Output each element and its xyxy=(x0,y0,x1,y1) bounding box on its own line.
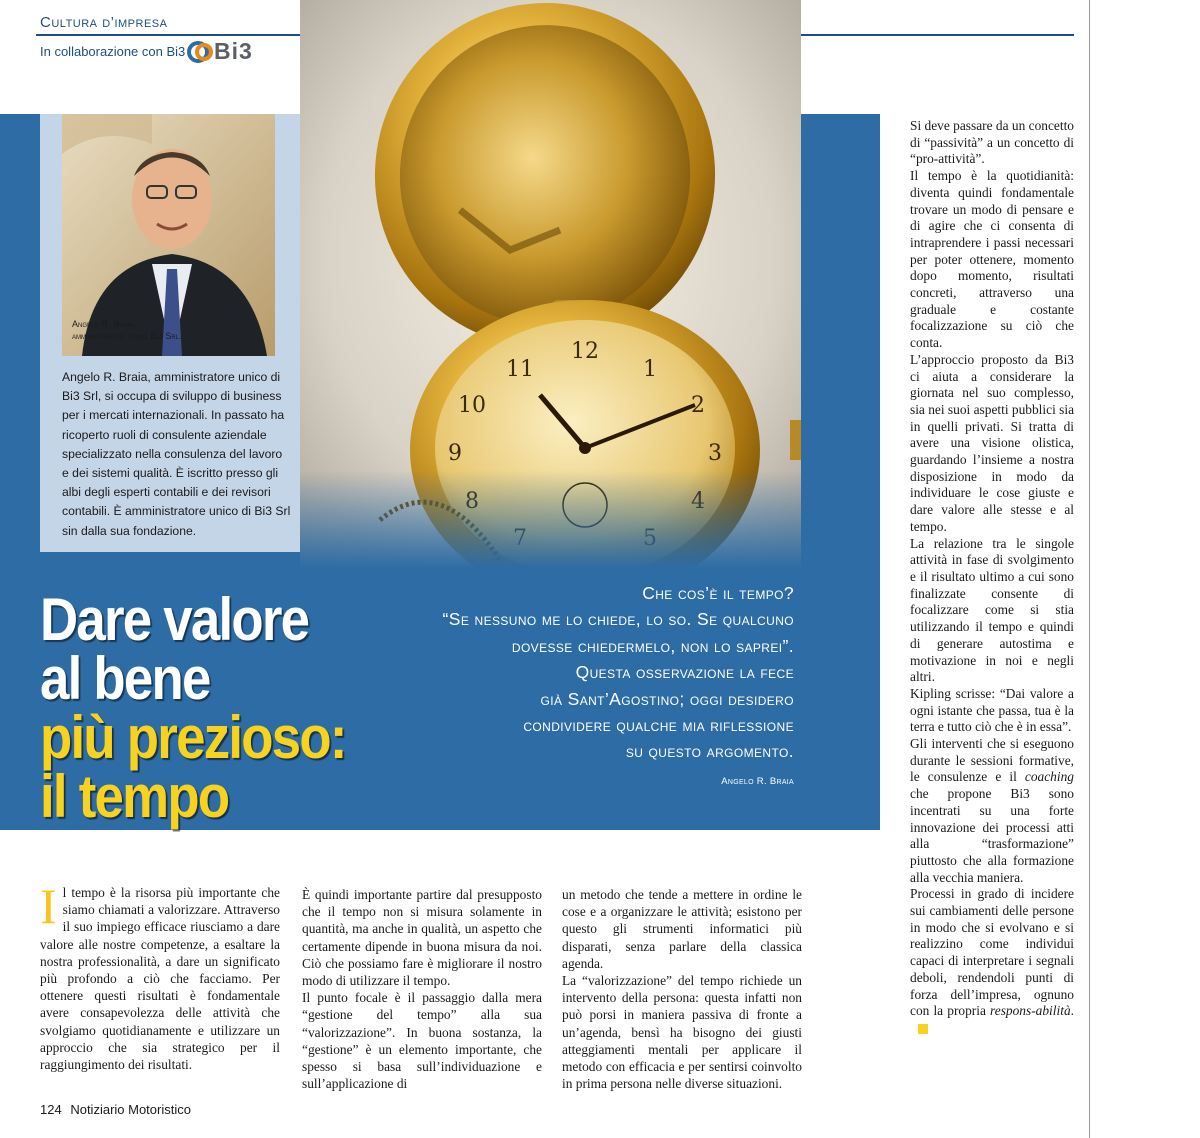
paragraph: Si deve passare da un concetto di “passività” a un concetto di “pro-attività”. xyxy=(910,118,1074,167)
paragraph: La relazione tra le singole attività in fase di svolgimento e il risultato ultimo a cui sono finalizzate consente di focalizzare come si stia utilizzando il tempo e quindi di generare autostima e motivazione in noi e negli altri. xyxy=(910,535,1074,685)
page-number: 124 xyxy=(40,1102,62,1117)
headline-line-1: Dare valore xyxy=(40,586,309,653)
section-title: Cultura d’impresa xyxy=(40,14,168,31)
portrait-caption xyxy=(72,318,272,342)
body-column-2 xyxy=(302,886,542,1092)
headline xyxy=(40,586,374,830)
headline-line-2: al bene xyxy=(40,645,210,712)
portrait-caption-name: Angelo R. Braia, xyxy=(72,319,136,329)
emphasis-responsabilita: respons-abilità xyxy=(990,1003,1071,1019)
paragraph xyxy=(910,736,1074,886)
paragraph-text: che propone Bi3 sono incentrati su una forte innovazione dei processi atti alla “trasformazione” piuttosto che alla formazione alla vecchia maniera. xyxy=(910,786,1074,885)
bi3-logo-text: Bi3 xyxy=(214,38,253,64)
pull-quote-line: già Sant’Agostino; oggi desidero xyxy=(540,688,794,709)
svg-text:3: 3 xyxy=(708,441,722,466)
svg-text:11: 11 xyxy=(506,357,534,382)
body-column-3 xyxy=(562,886,802,1092)
drop-cap: I xyxy=(40,878,57,934)
pull-quote-line: dovesse chiedermelo, non lo saprei”. xyxy=(511,635,794,656)
body-column-1 xyxy=(40,878,280,1073)
svg-text:12: 12 xyxy=(571,339,599,364)
paragraph: La “valorizzazione” del tempo richiede un intervento della persona: questa infatti non può porsi in maniera passiva di fronte a un’agenda, bensì ha bisogno dei giusti atteggiamenti mentali per applicare il metodo con efficacia e per sentirsi coinvolto in prima persona nelle diverse situazioni. xyxy=(562,973,802,1092)
paragraph xyxy=(910,886,1074,1036)
collaboration-note: In collaborazione con Bi3 xyxy=(40,44,186,59)
bio-text: Angelo R. Braia, amministratore unico di Bi3 Srl, si occupa di sviluppo di business per i mercati internazionali. In passato ha ricoperto ruoli di consulente aziendale specializzato nella consulenza del lavoro e dei sistemi qualità. È iscritto presso gli albi degli esperti contabili e dei revisori contabili. È amministratore unico di Bi3 Srl sin dalla sua fondazione. xyxy=(62,370,291,538)
paragraph: Kipling scrisse: “Dai valore a ogni istante che passa, tua è la terra e tutto ciò che è in essa”. xyxy=(910,685,1074,735)
pull-quote-line: Questa osservazione la fece xyxy=(575,662,794,683)
pull-quote-line: Che cos’è il tempo? xyxy=(642,583,794,603)
quote-author: Angelo R. Braia xyxy=(721,776,794,787)
svg-text:10: 10 xyxy=(458,393,486,418)
svg-text:2: 2 xyxy=(691,393,705,418)
pull-quote-line: “Se nessuno me lo chiede, lo so. Se qualcuno xyxy=(442,609,794,630)
publication-name: Notiziario Motoristico xyxy=(70,1102,191,1117)
right-column xyxy=(910,118,1074,1037)
portrait-caption-role: amministratore unico Bi3 Srl. xyxy=(72,331,182,341)
svg-text:9: 9 xyxy=(448,441,462,466)
paragraph-text: . xyxy=(1070,1003,1074,1019)
paragraph: L’approccio proposto da Bi3 ci aiuta a considerare la giornata nel suo complesso, sia nei suoi aspetti pubblici sia in quelli privati. Si tratta di avere una visione olistica, guardando l’insieme a nostra disposizione in modo da individuare le cose giuste e dare valore alle stesse e al tempo. xyxy=(910,351,1075,534)
pocket-watch-photo xyxy=(300,0,801,569)
headline-line-4: il tempo xyxy=(40,763,229,830)
page-edge-divider xyxy=(1089,0,1090,1138)
paragraph: un metodo che tende a mettere in ordine le cose e a organizzare le attività; esistono per questo gli strumenti informatici più disparati, senza parlare della classica agenda. xyxy=(562,887,802,971)
headline-line-3: più prezioso: xyxy=(40,704,346,771)
svg-text:1: 1 xyxy=(643,357,657,382)
paragraph: Il punto focale è il passaggio dalla mera “gestione del tempo” alla sua “valorizzazione”. In buona sostanza, la “gestione” è un elemento importante, che spesso si basa sull’individuazione e sull’applicazione di xyxy=(302,990,542,1092)
paragraph-text: l tempo è la risorsa più importante che siamo chiamati a valorizzare. Attraverso il suo impiego efficace riusciamo a dare valore alle nostre competenze, a esaltare la nostra professionalità, a dare un significato più profondo a ciò che facciamo. Per ottenere questi risultati è fondamentale avere consapevolezza delle attività che svolgiamo quotidianamente e utilizzare un approccio che sia strategico per il raggiungimento dei risultati. xyxy=(40,885,280,1073)
paragraph-text: Processi in grado di incidere sui cambiamenti delle persone in modo che si evolvano e si realizzino come individui capaci di interpretare i segnali deboli, rendendoli punti di forza dell’impresa, ognuno con la propria xyxy=(910,886,1074,1019)
footer xyxy=(40,1102,191,1117)
pull-quote-line: condividere qualche mia riflessione xyxy=(523,715,794,736)
emphasis-coaching: coaching xyxy=(1024,769,1074,785)
paragraph-text: Gli interventi che si eseguono durante le sessioni formative, le consulenze e il xyxy=(910,736,1074,785)
pull-quote xyxy=(388,580,794,765)
pull-quote-line: su questo argomento. xyxy=(625,741,794,762)
paragraph xyxy=(40,878,280,1073)
paragraph: È quindi importante partire dal presupposto che il tempo non si misura solamente in quantità, ma anche in qualità, un aspetto che certamente dipende in buona misura da noi. Ciò che possiamo fare è migliorare il nostro modo di utilizzare il tempo. xyxy=(302,887,542,989)
end-of-article-mark xyxy=(918,1024,928,1034)
paragraph: Il tempo è la quotidianità: diventa quindi fondamentale trovare un modo di pensare e di agire che ci consenta di intraprendere i passi necessari per poter ottenere, momento dopo momento, risultati concreti, attraverso una graduale e costante focalizzazione su ciò che conta. xyxy=(910,168,1074,351)
